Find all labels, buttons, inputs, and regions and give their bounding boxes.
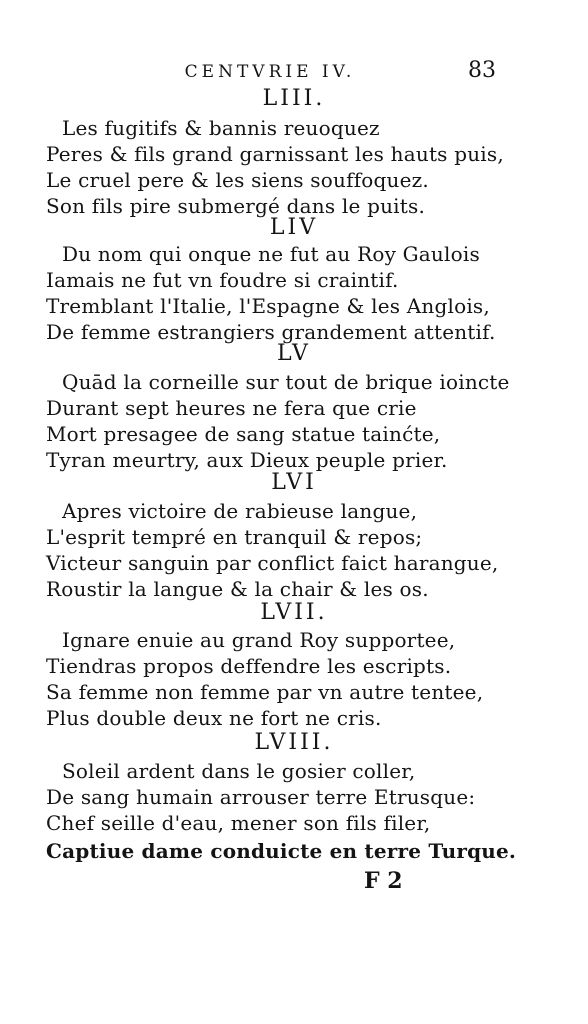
running-head: CENTVRIE IV. [184, 62, 356, 82]
verse-line: Victeur sanguin par conflict faict harangue, [46, 551, 499, 575]
verse-line: Soleil ardent dans le gosier coller, [62, 759, 416, 783]
page-number: 83 [468, 58, 496, 83]
verse-line: Captiue dame conduicte en terre Turque. [46, 839, 517, 863]
verse-line: Du nom qui onque ne fut au Roy Gaulois [62, 242, 480, 266]
verse-line: Apres victoire de rabieuse langue, [62, 499, 418, 523]
verse-line: Peres & fils grand garnissant les hauts puis, [46, 142, 504, 166]
verse-line: Ignare enuie au grand Roy supportee, [62, 628, 456, 652]
verse-line: Son fils pire submergé dans le puits. [46, 194, 426, 218]
verse-line: Sa femme non femme par vn autre tentee, [46, 680, 484, 704]
verse-line: Durant sept heures ne fera que crie [46, 396, 417, 420]
verse-line: Tyran meurtry, aux Dieux peuple prier. [46, 448, 448, 472]
quatrain-number: LVI [271, 470, 317, 495]
verse-line: Iamais ne fut vn foudre si craintif. [46, 268, 399, 292]
verse-line: Plus double deux ne fort ne cris. [46, 706, 382, 730]
verse-line: Mort presagee de sang statue tainćte, [46, 422, 441, 446]
quatrain-number: LVIII. [254, 730, 334, 755]
verse-line: Le cruel pere & les siens souffoquez. [46, 168, 429, 192]
verse-line: Tremblant l'Italie, l'Espagne & les Anglois, [46, 294, 490, 318]
verse-line: Chef seille d'eau, mener son fils filer, [46, 811, 431, 835]
verse-line: De femme estrangiers grandement attentif. [46, 320, 496, 344]
verse-line: Tiendras propos deffendre les escripts. [46, 654, 452, 678]
verse-line: L'esprit tempré en tranquil & repos; [46, 525, 423, 549]
quatrain-number: LVII. [260, 600, 328, 625]
verse-line: Les fugitifs & bannis reuoquez [62, 116, 380, 140]
quatrain-number: LIV [269, 215, 319, 240]
signature-mark: F 2 [364, 868, 403, 894]
verse-line: Roustir la langue & la chair & les os. [46, 577, 429, 601]
quatrain-number: LV [277, 341, 311, 366]
verse-line: Quād la corneille sur tout de brique ioincte [62, 370, 510, 394]
verse-line: De sang humain arrouser terre Etrusque: [46, 785, 476, 809]
quatrain-number: LIII. [262, 86, 326, 111]
